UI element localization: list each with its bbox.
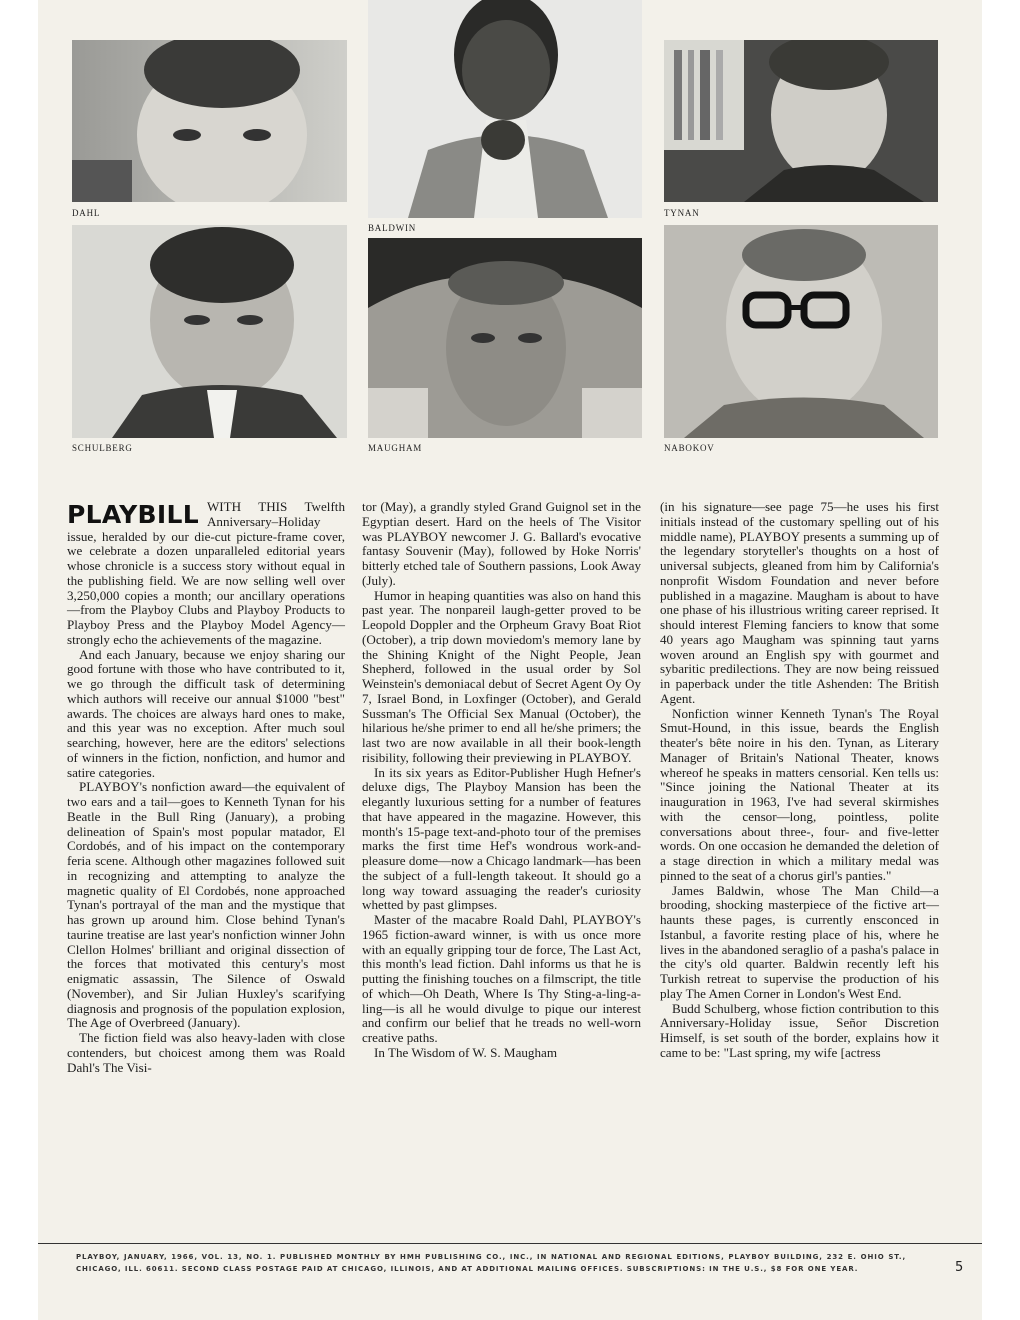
- publication-info: PLAYBOY, JANUARY, 1966, VOL. 13, NO. 1. PUBLISHED MONTHLY BY HMH PUBLISHING CO., INC., IN NATIONAL AND REGIONAL EDITIONS, PLAYBOY BUILDING, 232 E. OHIO ST., CHICAGO, ILL. 60611. SECOND CLASS POSTAGE PAID AT CHICAGO, ILLINOIS, AND AT ADDITIONAL MAILING OFFICES. SUBSCRIPTIONS: IN THE U.S., $8 FOR ONE YEAR.: [76, 1253, 906, 1273]
- photo-baldwin: [368, 0, 642, 218]
- paragraph: In its six years as Editor-Publisher Hugh Hefner's deluxe digs, The Playboy Mansion has been the elegantly luxurious setting for a number of features that have appeared in the magazine. However, this month's 15-page text-and-photo tour of the premises marks the first time Hef's wondrous work-and-pleasure dome—now a Chicago landmark—has been the subject of a full-length takeout. It should go a long way toward assuaging the reader's curiosity whetted by past glimpses.: [362, 764, 641, 913]
- caption-tynan: TYNAN: [664, 208, 700, 218]
- caption-maugham: MAUGHAM: [368, 443, 423, 453]
- caption-schulberg: SCHULBERG: [72, 443, 133, 453]
- caption-nabokov: NABOKOV: [664, 443, 715, 453]
- caption-dahl: DAHL: [72, 208, 101, 218]
- paragraph: Humor in heaping quantities was also on hand this past year. The nonpareil laugh-getter proved to be Leopold Doppler and the Orpheum Gravy Boat Riot (October), a trip down moviedom's memory lane by the Shining Knight of the Night People, Jean Shepherd, followed in the usual order by Sol Weinstein's demoniacal debut of Secret Agent Oy Oy 7, Israel Bond, in Loxfinger (October), and Gerald Sussman's The Official Sex Manual (October), the hilarious he/she primer to end all he/she primers; the last two are now available in all their book-length risibility, following their previewing in PLAYBOY.: [362, 587, 641, 765]
- article-column-3: [660, 500, 939, 1061]
- playbill-heading: PLAYBILL: [67, 500, 199, 529]
- paragraph: In The Wisdom of W. S. Maugham: [374, 1044, 558, 1060]
- caption-baldwin: BALDWIN: [368, 223, 417, 233]
- footer-rule: [38, 1243, 982, 1244]
- paragraph: Master of the macabre Roald Dahl, PLAYBOY's 1965 fiction-award winner, is with us once more with an equally gripping tour de force, The Last Act, this month's lead fiction. Dahl informs us that he is putting the finishing touches on a filmscript, the title of which—Oh Death, Where Is Thy Sting-a-ling-a-ling—is all he would divulge to pique our interest and confirm our belief that he treads no well-worn creative paths.: [362, 912, 641, 1045]
- paragraph: tor (May), a grandly styled Grand Guignol set in the Egyptian desert. Hard on the heels of The Visitor was PLAYBOY newcomer J. G. Ballard's evocative fantasy Souvenir (May), followed by Hoke Norris' bitterly etched tale of Southern passions, Look Away (July).: [362, 499, 641, 588]
- photo-nabokov: [664, 225, 938, 438]
- photo-maugham: [368, 238, 642, 438]
- paragraph: And each January, because we enjoy sharing our good fortune with those who have contributed to it, we go through the difficult task of determining which authors will receive our annual $1000 "best" awards. The choices are always hard ones to make, and this year was no exception. After much soul searching, however, here are the editors' selections of winners in the fiction, nonfiction, and humor and satire categories.: [67, 646, 345, 780]
- page-number: 5: [955, 1260, 964, 1275]
- paragraph: (in his signature—see page 75—he uses his first initials instead of the customary spelling out of his middle name), PLAYBOY presents a summing up of the legendary storyteller's thoughts on a host of universal subjects, gleaned from him by California's nonprofit Wisdom Foundation and never before published in a magazine. Maugham is about to have one phase of his illustrious writing career reprised. It should interest Fleming fanciers to know that some 40 years ago Maugham was spinning taut yarns woven around an English spy with gourmet and sybaritic predilections. They are now being reissued in paperback under the title Ashenden: The British Agent.: [660, 499, 939, 706]
- photo-dahl: [72, 40, 347, 202]
- article-column-1: [67, 500, 345, 1075]
- paragraph: Budd Schulberg, whose fiction contribution to this Anniversary-Holiday issue, Señor Discretion Himself, is set south of the border, explains how it came to be: "Last spring, my wife [actress: [660, 1000, 939, 1060]
- photo-tynan: [664, 40, 938, 202]
- paragraph: Nonfiction winner Kenneth Tynan's The Royal Smut-Hound, in this issue, beards the English theater's bête noire in his den. Tynan, as Literary Manager of Britain's National Theater, knows whereof he speaks in matters censorial. Ken tells us: "Since joining the National Theater at its inauguration in 1963, I've had several skirmishes with the censor—long, pointless, polite conversations about three-, four- and five-letter words. On one occasion he demanded the deletion of a stage direction in which a military medal was pinned to the seat of a chorus girl's panties.": [660, 705, 939, 883]
- article-column-2: [362, 500, 641, 1061]
- paragraph: WITH THIS Twelfth Anniversary–Holiday issue, heralded by our die-cut picture-frame cover, we celebrate a dozen unparalleled editorial years whose chronicle is a success story without equal in the publishing field. We are now selling well over 3,250,000 copies a month; our ancillary operations—from the Playboy Clubs and Playboy Products to Playboy Press and the Playboy Model Agency—strongly echo the achievements of the magazine.: [67, 499, 345, 647]
- paragraph: The fiction field was also heavy-laden with close contenders, but choicest among them was Roald Dahl's The Visi-: [67, 1030, 345, 1075]
- paragraph: James Baldwin, whose The Man Child—a brooding, shocking masterpiece of the fictive art—haunts these pages, is currently ensconced in Istanbul, a favorite resting place of his, where he lives in the abandoned seraglio of a pasha's palace in the city's old quarter. Baldwin recently left his Turkish retreat to supervise the production of his play The Amen Corner in London's West End.: [660, 882, 939, 1001]
- paragraph: PLAYBOY's nonfiction award—the equivalent of two ears and a tail—goes to Kenneth Tynan for his Beatle in the Bull Ring (January), a probing delineation of Spain's most popular matador, El Cordobés, and of his impact on the contemporary feria scene. Although other magazines followed suit in recognizing and attempting to analyze the magnetic quality of El Cordobés, none approached Tynan's portrayal of the man and the mystique that has grown up around him. Close behind Tynan's taurine treatise are last year's nonfiction winner John Clellon Holmes' brilliant and original dissection of the forces that motivated this century's most enigmatic assassin, The Silence of Oswald (November), and Sir Julian Huxley's scarifying diagnosis and prognosis of the population explosion, The Age of Overbreed (January).: [67, 779, 345, 1031]
- photo-schulberg: [72, 225, 347, 438]
